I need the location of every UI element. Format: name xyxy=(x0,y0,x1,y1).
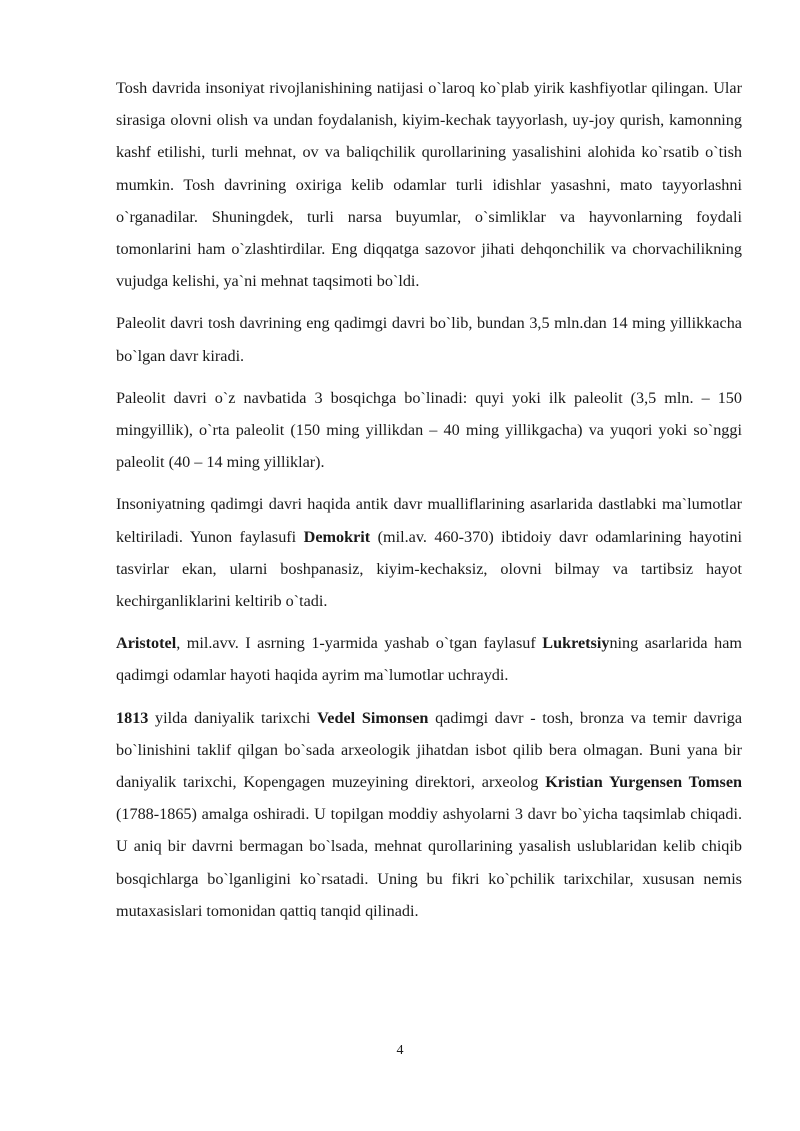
name-demokrit: Demokrit xyxy=(303,527,371,546)
year-1813: 1813 xyxy=(116,708,149,727)
page-number: 4 xyxy=(396,1043,404,1058)
paragraph-4-text-c: (mil.av. 460-370) ibtidoiy davr odamlarining hayotini tasvirlar ekan, ularni boshpanasiz, kiyim-kechaksiz, olovni bilmay va tartibsiz hayot kechirganliklarini keltirib o`tadi. xyxy=(116,527,743,611)
paragraph-6-text-f: (1788-1865) amalga oshiradi. U topilgan moddiy ashyolarni 3 davr bo`yicha taqsimlab chiqadi. U aniq bir davrni bermagan bo`lsada, mehnat qurollarining yasalish uslublaridan kelib chiqib bosqichlarga bo`lganligini ko`rsatadi. Uning bu fikri ko`pchilik tarixchilar, xususan nemis mutaxasislari tomonidan qattiq tanqid qilinadi. xyxy=(116,805,742,920)
paragraph-6-text-b: yilda daniyalik tarixchi xyxy=(148,708,318,727)
paragraph-3 xyxy=(116,382,742,479)
paragraph-6 xyxy=(116,702,742,927)
paragraph-5-text-d: ning asarlarida ham qadimgi odamlar hayoti haqida ayrim ma`lumotlar uchraydi. xyxy=(116,634,742,685)
paragraph-5-text-b: , mil.avv. I asrning 1-yarmida yashab o`tgan faylasuf xyxy=(176,634,543,653)
paragraph-2 xyxy=(116,307,742,371)
name-aristotel: Aristotel xyxy=(116,634,177,653)
paragraph-2-text: Paleolit davri tosh davrining eng qadimgi davri bo`lib, bundan 3,5 mln.dan 14 ming yillikkacha bo`lgan davr kiradi. xyxy=(116,314,742,365)
paragraph-5 xyxy=(116,627,742,691)
name-vedel-simonsen: Vedel Simonsen xyxy=(317,708,429,727)
paragraph-4 xyxy=(116,488,742,617)
name-lukretsiy: Lukretsiy xyxy=(542,634,610,653)
paragraph-1-text: Tosh davrida insoniyat rivojlanishining natijasi o`laroq ko`plab yirik kashfiyotlar qilingan. Ular sirasiga olovni olish va undan foydalanish, kiyim-kechak tayyorlash, uy-joy qurish, kamonning kashf etilishi, turli mehnat, ov va baliqchilik qurollarining yasalishini alohida ko`rsatib o`tish mumkin. Tosh davrining oxiriga kelib odamlar turli idishlar yasashni, mato tayyorlashni o`rganadilar. Shuningdek, turli narsa buyumlar, o`simliklar va hayvonlarning foydali tomonlarini ham o`zlashtirdilar. Eng diqqatga sazovor jihati dehqonchilik va chorvachilikning vujudga kelishi, ya`ni mehnat taqsimoti bo`ldi. xyxy=(116,79,742,291)
paragraph-1 xyxy=(116,72,742,297)
document-page xyxy=(116,72,742,937)
paragraph-6-text-d: qadimgi davr - tosh, bronza va temir davriga bo`linishini taklif qilgan bo`sada arxeologik jihatdan isbot qilib bera olmagan. Buni yana bir daniyalik tarixchi, Kopengagen muzeyining direktori, arxeolog xyxy=(116,708,742,792)
paragraph-4-text-a: Insoniyatning qadimgi davri haqida antik davr mualliflarining asarlarida dastlabki ma`lumotlar keltiriladi. Yunon faylasufi xyxy=(116,495,742,546)
name-kristian-tomsen: Kristian Yurgensen Tomsen xyxy=(545,773,743,792)
paragraph-3-text: Paleolit davri o`z navbatida 3 bosqichga bo`linadi: quyi yoki ilk paleolit (3,5 mln. – 150 mingyillik), o`rta paleolit (150 ming yillikdan – 40 ming yillikgacha) va yuqori yoki so`nggi paleolit (40 – 14 ming yilliklar). xyxy=(116,388,742,472)
